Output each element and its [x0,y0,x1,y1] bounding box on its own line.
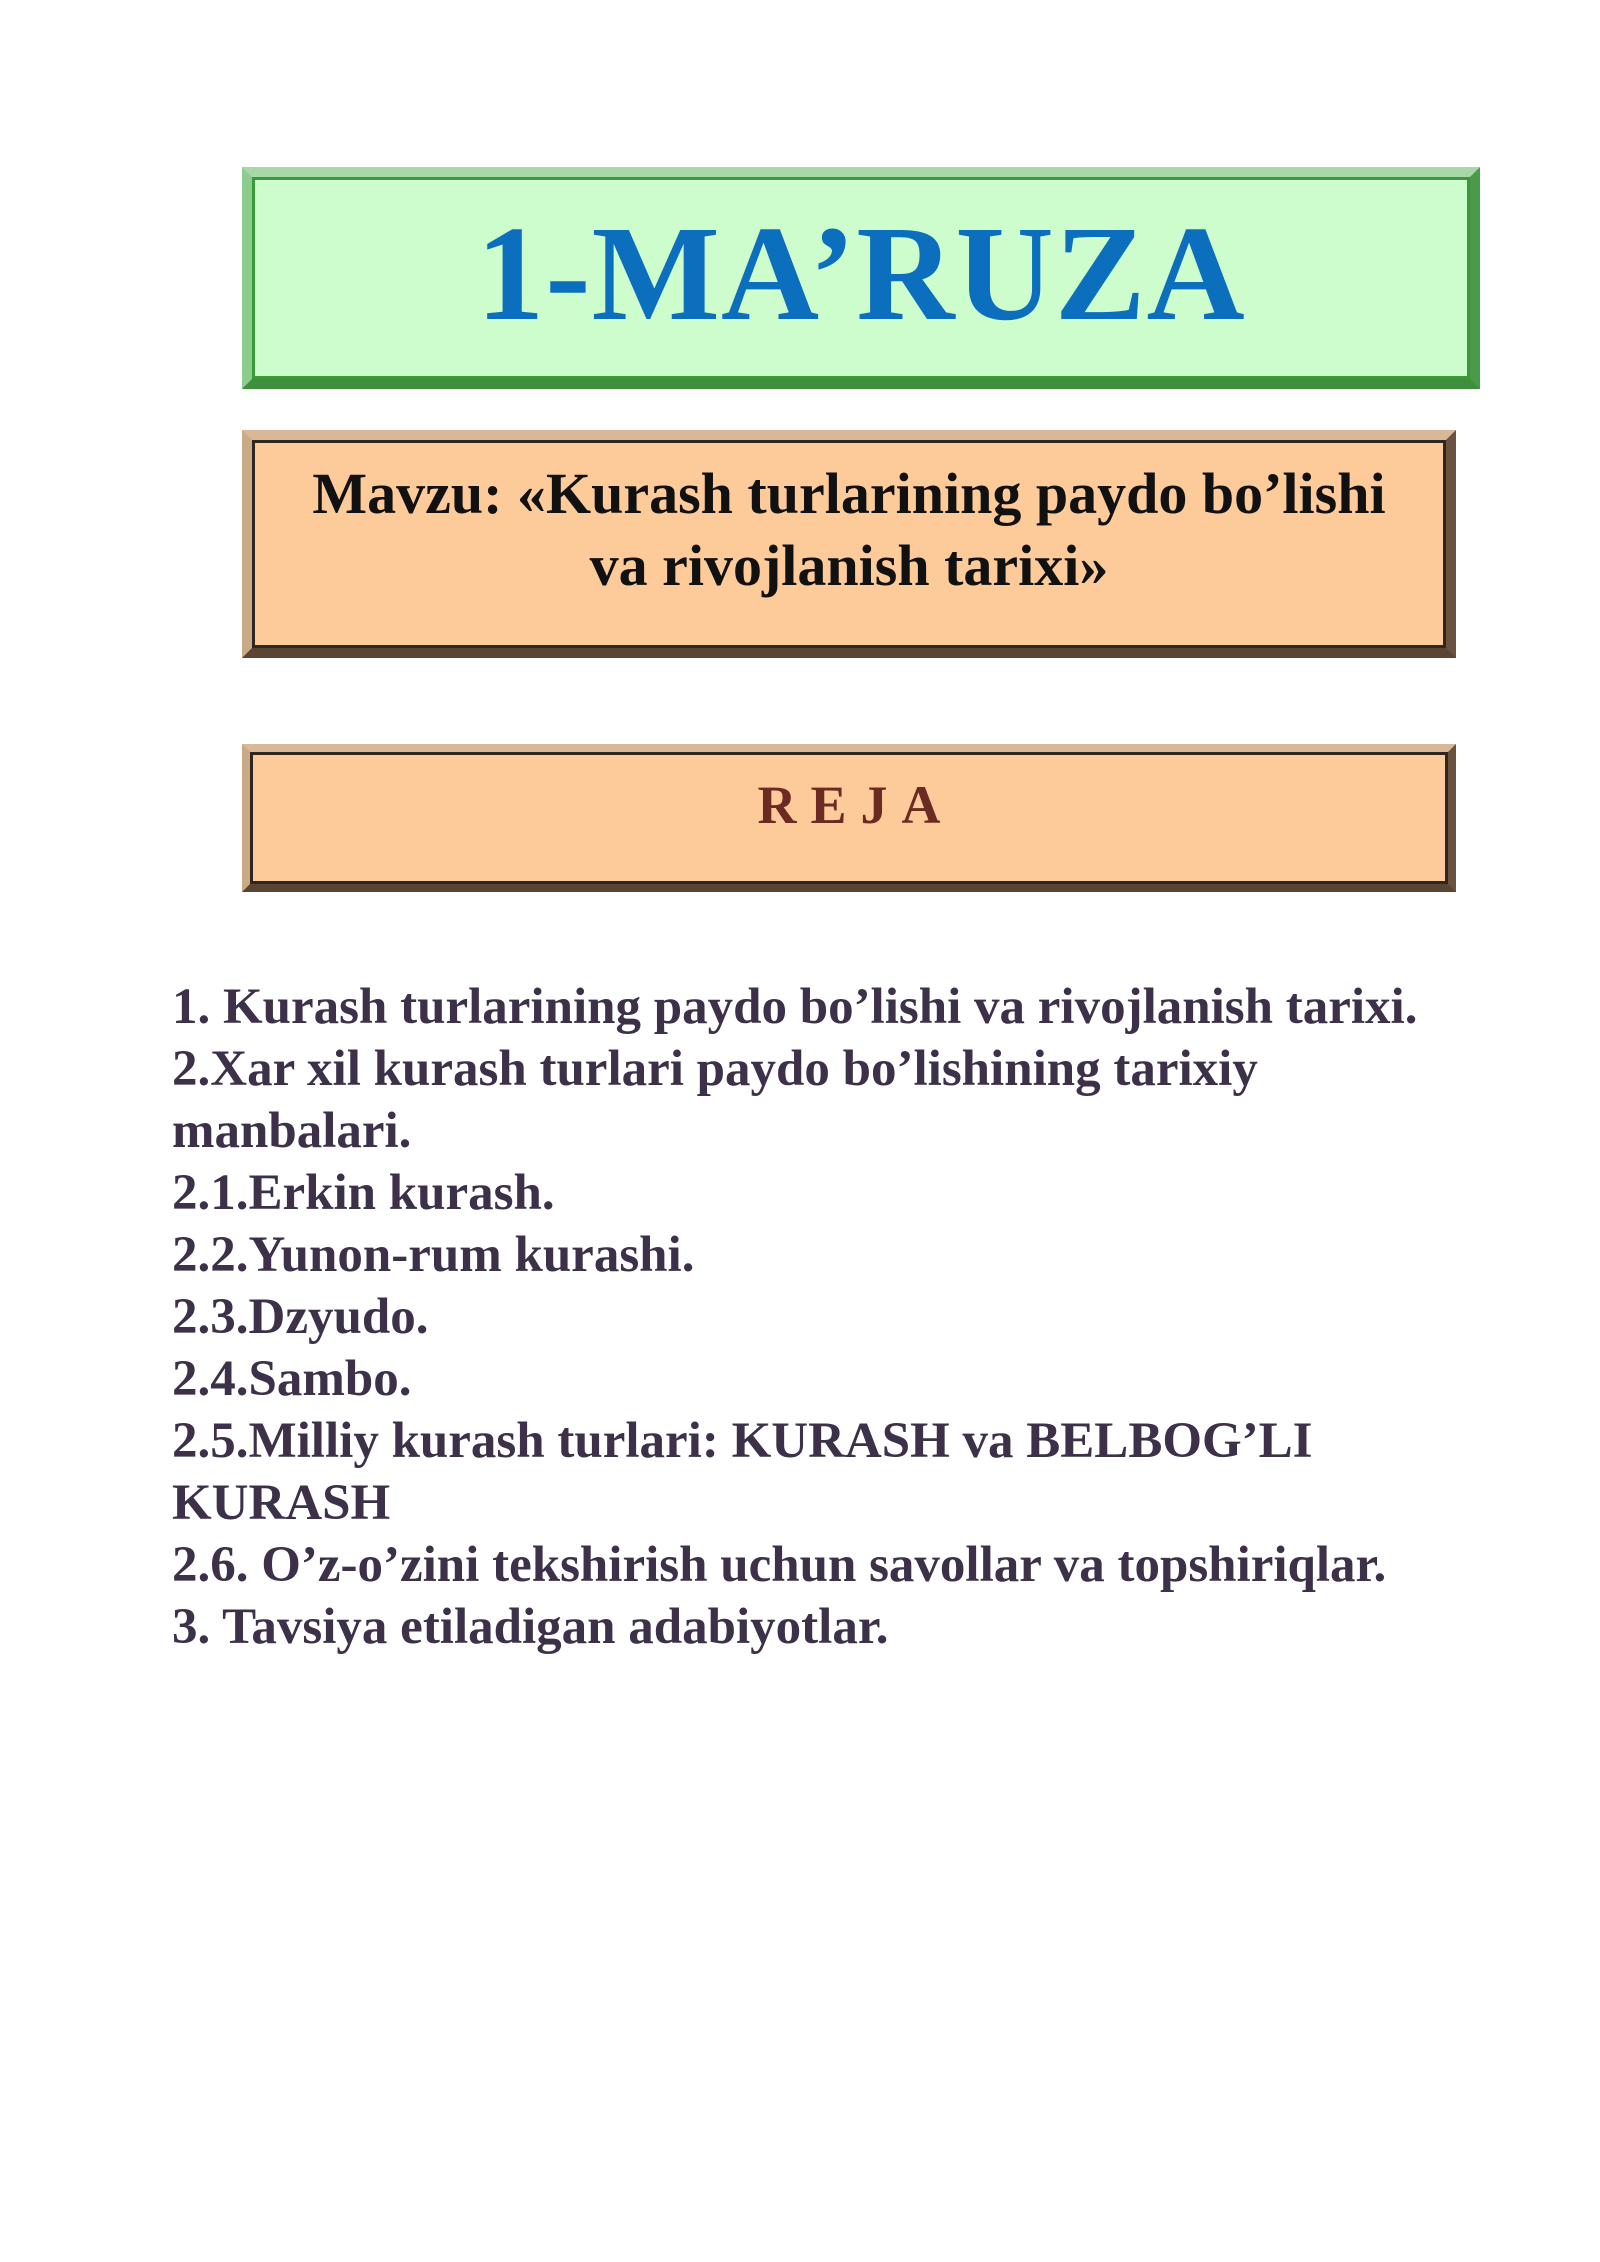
plan-item: 2.6. O’z-o’zini tekshirish uchun savollar va topshiriqlar. [172,1537,1387,1593]
plan-item: 2.2.Yunon-rum kurashi. [172,1227,695,1283]
plan-heading-box [242,744,1456,892]
topic-text [312,458,1385,602]
plan-item: 2.4.Sambo. [172,1351,412,1407]
plan-item: 2.1.Erkin kurash. [172,1165,555,1221]
lecture-title: 1-MA’RUZA [476,199,1246,349]
plan-list [172,976,1532,1658]
plan-item: 1. Kurash turlarining paydo bo’lishi va rivojlanish tarixi. [172,979,1418,1035]
plan-item: manbalari. [172,1103,412,1159]
topic-line-2: va rivojlanish tarixi» [589,533,1109,598]
plan-item: 2.Xar xil kurash turlari paydo bo’lishining tarixiy [172,1041,1258,1097]
plan-item: KURASH [172,1475,391,1531]
topic-line-1: Mavzu: «Kurash turlarining paydo bo’lishi [312,461,1386,526]
plan-heading: REJA [757,775,955,835]
plan-item: 3. Tavsiya etiladigan adabiyotlar. [172,1599,889,1655]
lecture-title-inner [252,177,1470,379]
plan-item: 2.3.Dzyudo. [172,1289,429,1345]
plan-heading-inner [250,752,1448,884]
plan-item: 2.5.Milliy kurash turlari: KURASH va BELBOG’LI [172,1413,1313,1469]
topic-inner [252,440,1446,648]
lecture-title-box [242,167,1480,389]
topic-box [242,430,1456,658]
